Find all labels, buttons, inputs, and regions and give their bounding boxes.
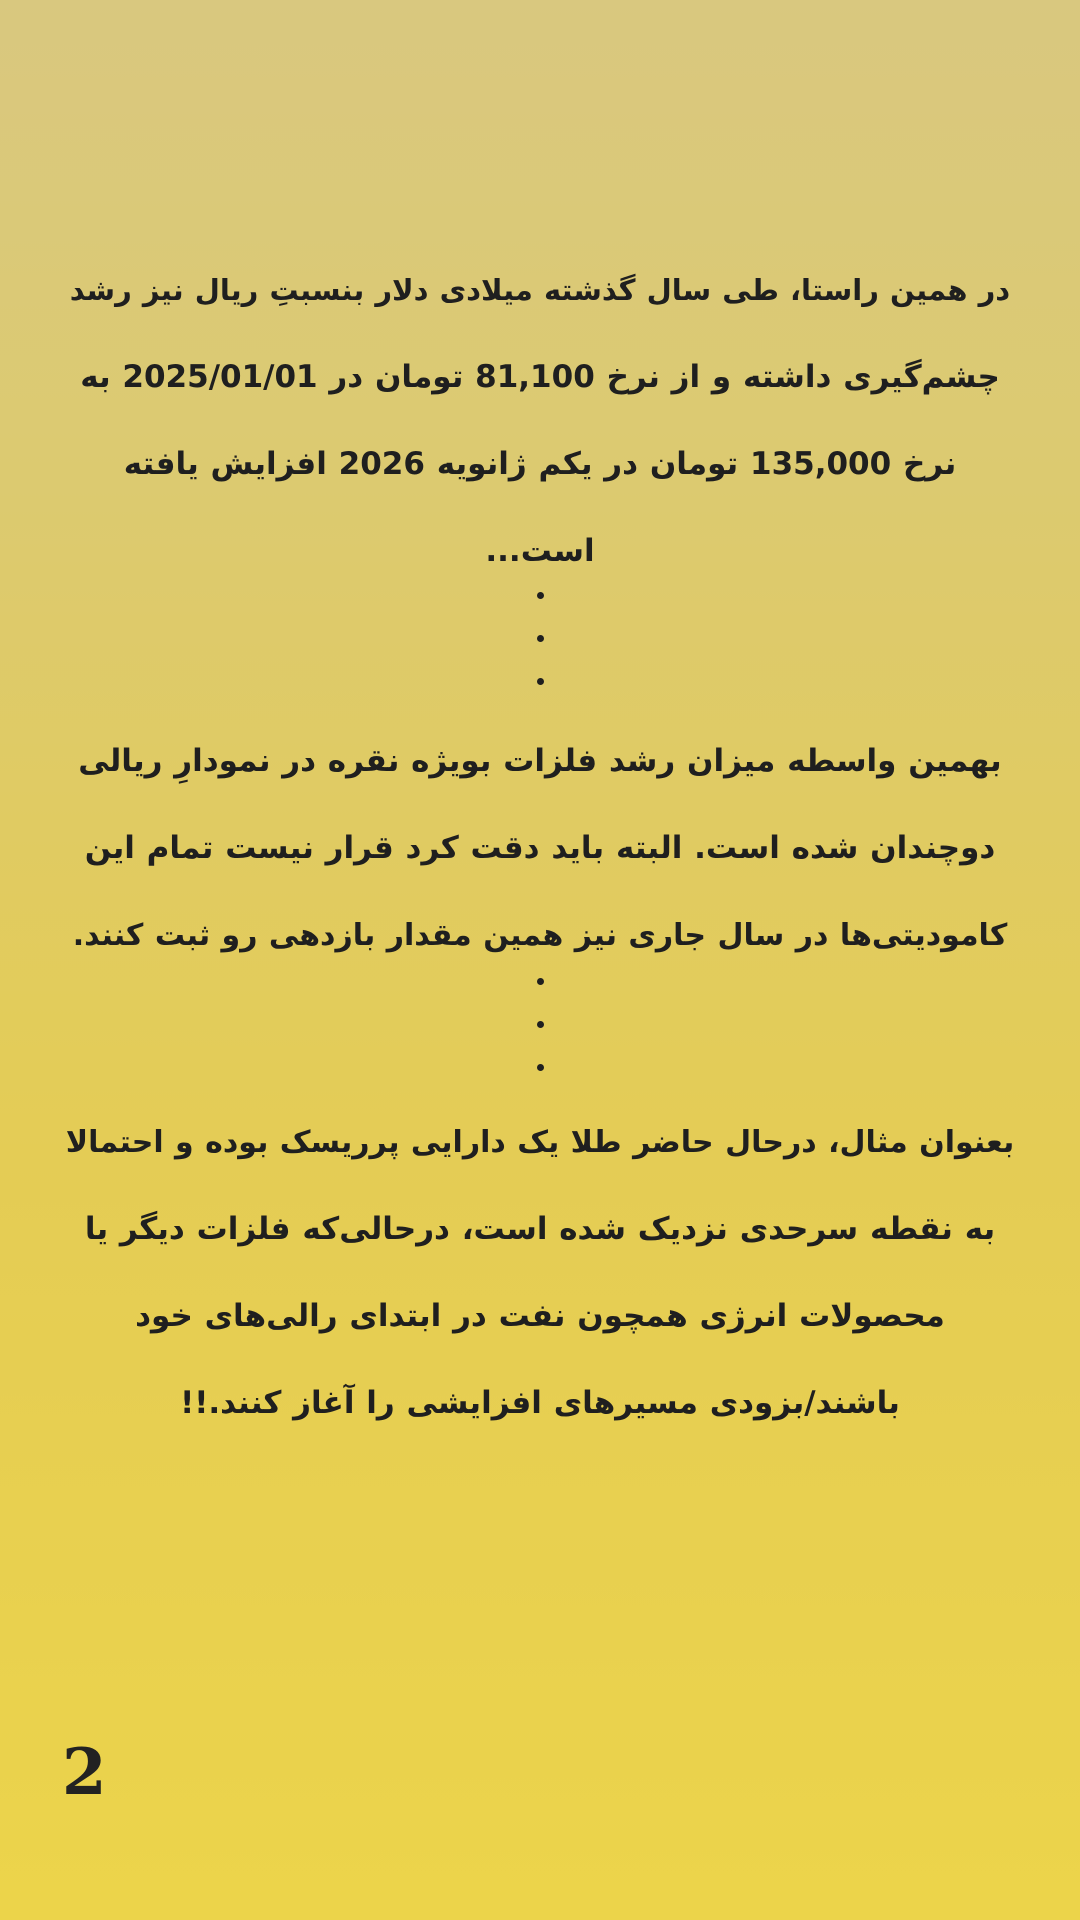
dot-icon — [537, 978, 544, 985]
text-line: است... — [485, 533, 595, 569]
text-line: بعنوان مثال، درحال حاضر طلا یک دارایی پرریسک بوده و احتمالا — [65, 1125, 1015, 1160]
paragraph-gold-example — [60, 1099, 1020, 1447]
dot-icon — [537, 635, 544, 642]
text-line: محصولات انرژی همچون نفت در ابتدای رالی‌های خود — [135, 1298, 945, 1334]
text-line: به نقطه سرحدی نزدیک شده است، درحالی‌که فلزات دیگر یا — [84, 1211, 996, 1247]
text-line: نرخ 135,000 تومان در یکم ژانویه 2026 افزایش یافته — [123, 446, 957, 482]
dot-icon — [537, 1064, 544, 1071]
paragraph-dollar-rial — [60, 247, 1020, 595]
dot-icon — [537, 592, 544, 599]
dot-separator — [0, 978, 1080, 1107]
text-line: بهمین واسطه میزان رشد فلزات بویژه نقره در نمودارِ ریالی — [78, 743, 1002, 779]
text-line: در همین راستا، طی سال گذشته میلادی دلار بنسبتِ ریال نیز رشد — [69, 273, 1011, 307]
text-line: کامودیتی‌ها در سال جاری نیز همین مقدار بازدهی رو ثبت کنند. — [72, 918, 1008, 953]
paragraph-metals-growth — [60, 718, 1020, 979]
dot-icon — [537, 678, 544, 685]
dot-separator — [0, 592, 1080, 721]
dot-icon — [537, 1021, 544, 1028]
page-number: 2 — [62, 1735, 107, 1810]
text-line: چشم‌گیری داشته و از نرخ 81,100 تومان در 2025/01/01 به — [80, 359, 1000, 395]
text-line: باشند/بزودی مسیرهای افزایشی را آغاز کنند.!! — [180, 1385, 900, 1421]
text-line: دوچندان شده است. البته باید دقت کرد قرار نیست تمام این — [84, 830, 996, 866]
